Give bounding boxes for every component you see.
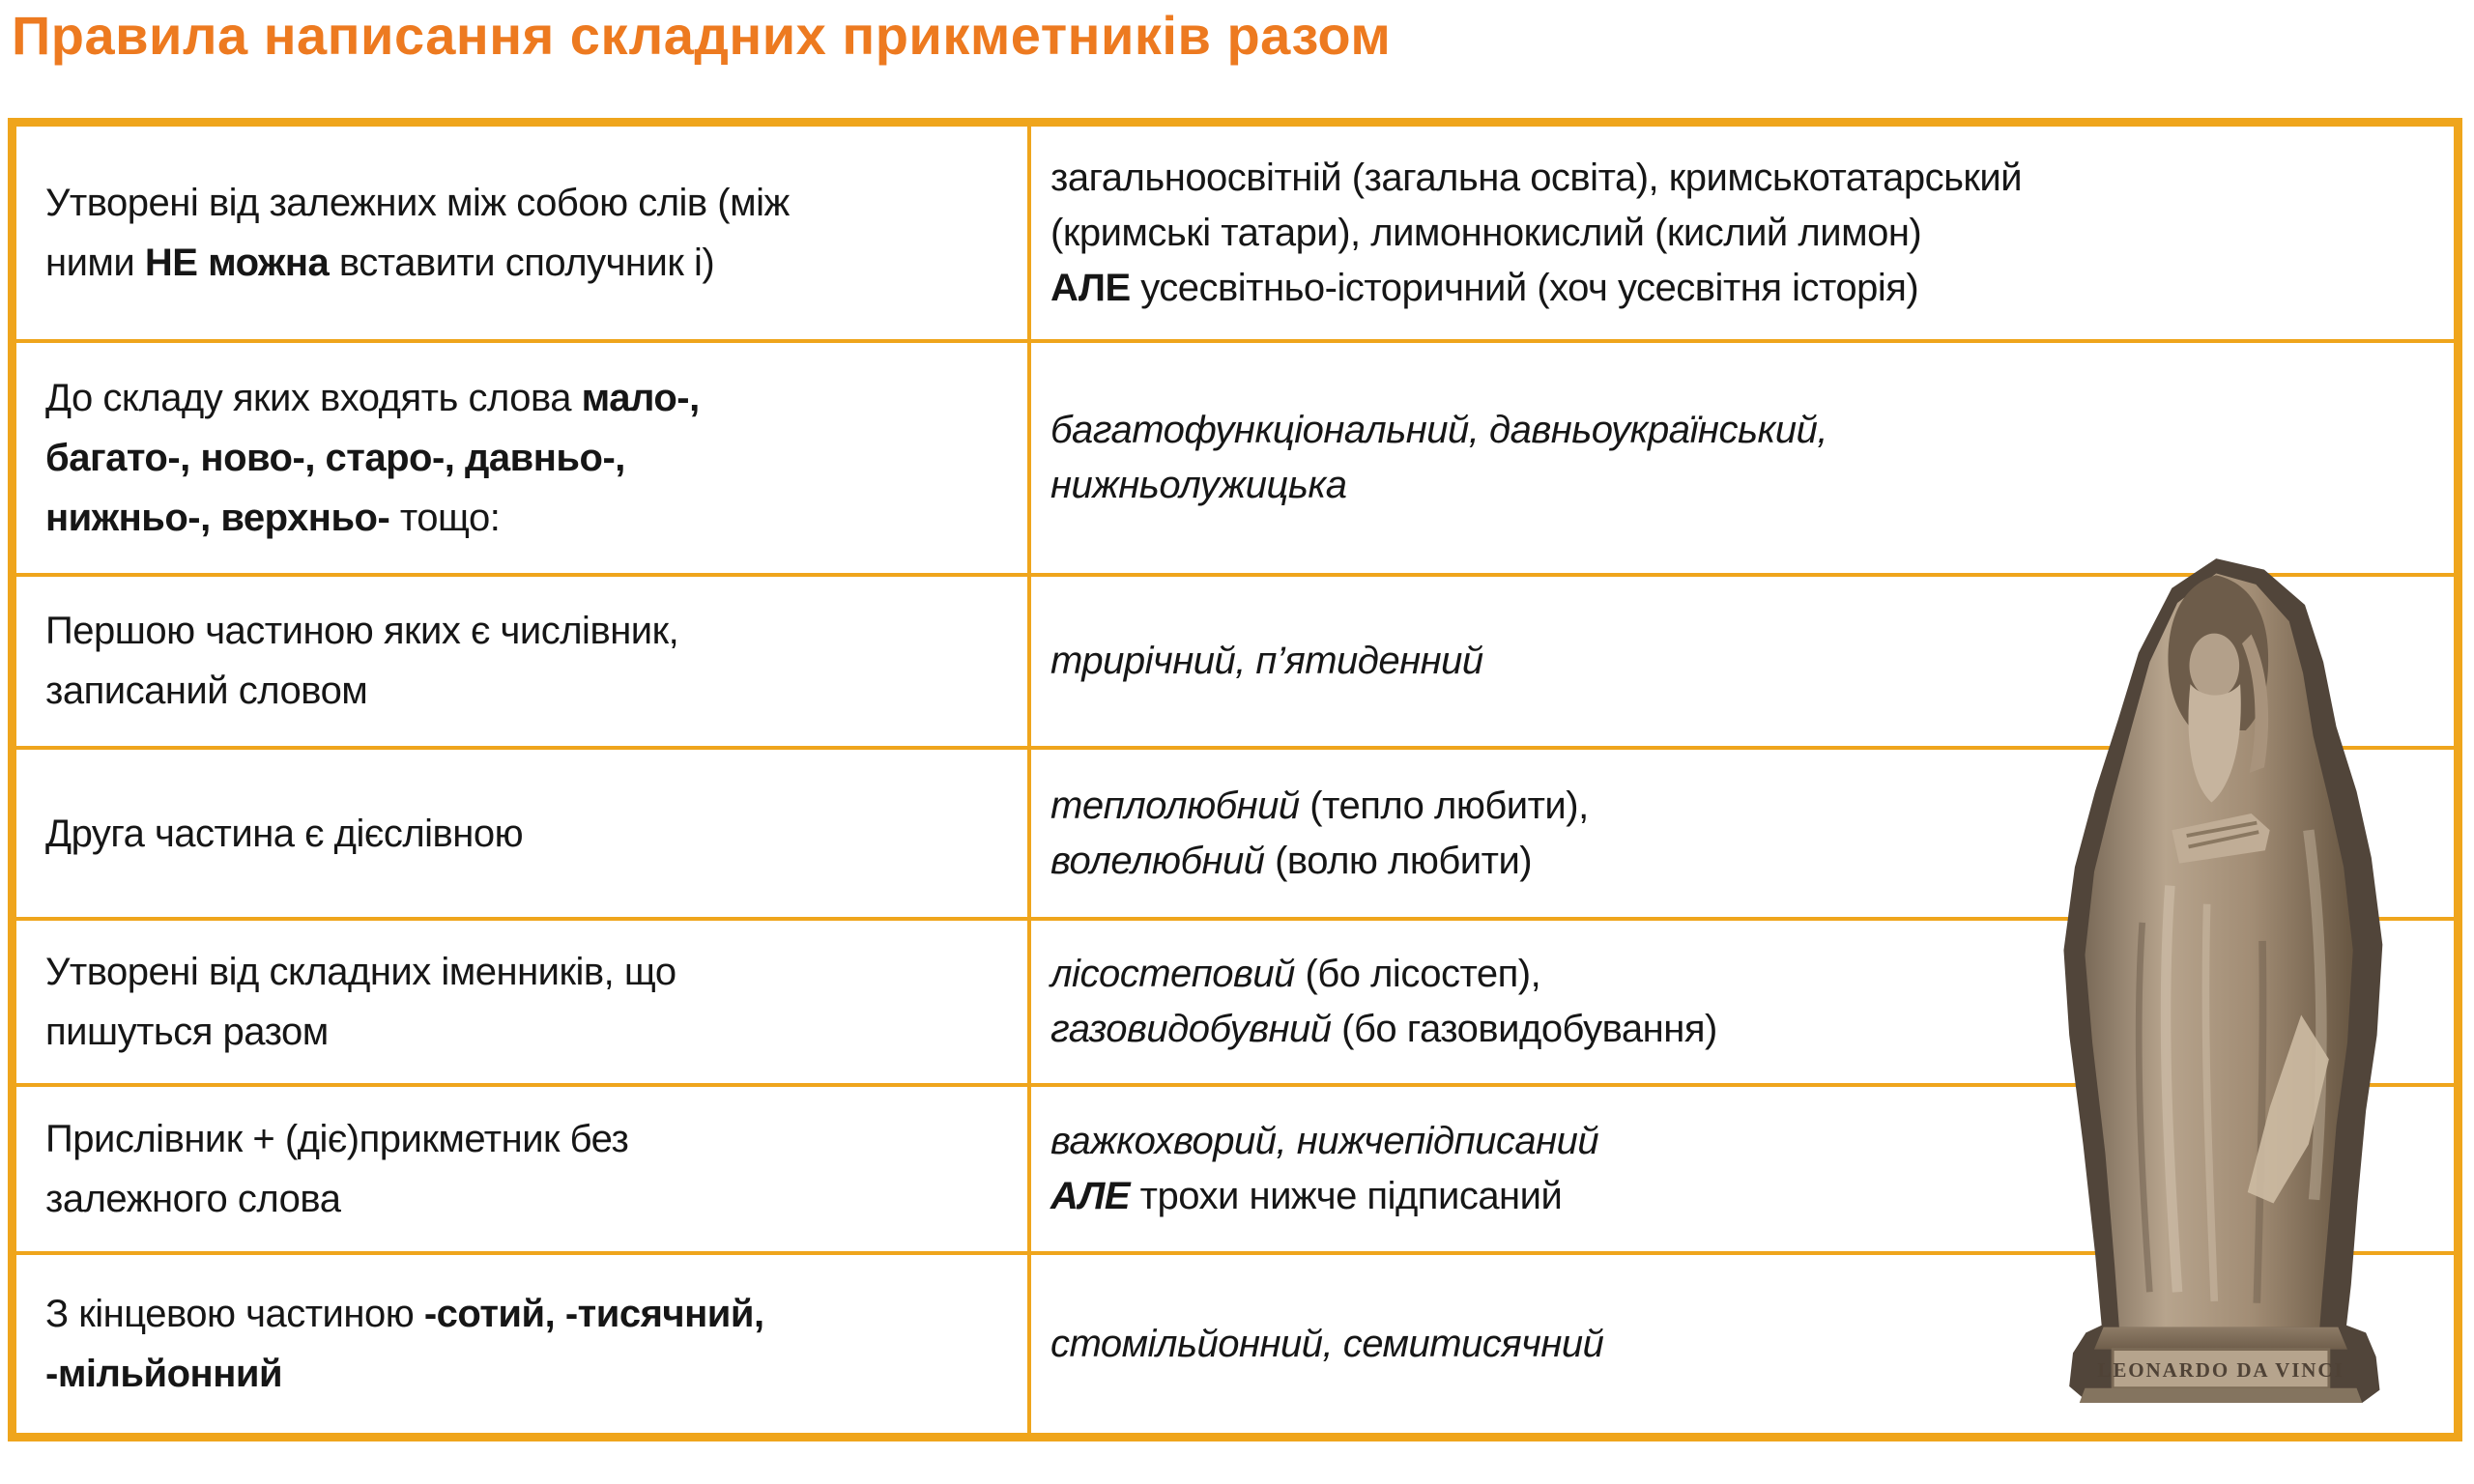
text-line: [45, 1284, 1004, 1344]
statue-caption: LEONARDO DA VINCI: [2097, 1358, 2345, 1383]
text-line: [45, 368, 1004, 428]
text-segment: трирічний, п’ятиденний: [1050, 639, 1483, 682]
text-segment: записаний словом: [45, 670, 368, 713]
text-segment: НЕ можна: [144, 242, 330, 285]
text-segment: (бо лісостеп),: [1294, 952, 1541, 995]
text-line: [45, 1344, 1004, 1404]
statue-plinth-top: [2094, 1327, 2347, 1350]
text-segment: теплолюбний: [1050, 784, 1300, 827]
rule-cell: [16, 339, 1031, 572]
text-segment: З кінцевою частиною: [45, 1293, 424, 1336]
text-line: [45, 1002, 1004, 1062]
text-line: [1050, 261, 2431, 316]
text-segment: Прислівник + (діє)прикметник без: [45, 1118, 629, 1161]
text-line: [45, 942, 1004, 1002]
text-segment: важкохворий, нижчепідписаний: [1050, 1120, 1599, 1163]
text-line: [45, 428, 1004, 488]
text-line: [45, 173, 1004, 233]
text-segment: (бо газовидобування): [1331, 1007, 1717, 1050]
text-segment: нижньо-, верхньо-: [45, 496, 390, 539]
text-segment: Друга частина є дієслівною: [45, 812, 524, 855]
text-segment: багатофункціональний, давньоукраїнський,: [1050, 408, 1827, 451]
text-segment: (кримські татари), лимоннокислий (кислий лимон): [1050, 211, 1922, 254]
text-line: [45, 1109, 1004, 1169]
rule-cell: [16, 127, 1031, 339]
text-segment: ними: [45, 242, 145, 285]
text-line: [1050, 206, 2431, 261]
text-line: [45, 601, 1004, 661]
text-segment: вставити сполучник і): [329, 242, 715, 285]
text-segment: стомільйонний, семитисячний: [1050, 1322, 1604, 1365]
text-segment: -сотий, -тисячний,: [423, 1293, 764, 1336]
text-line: [1050, 151, 2431, 206]
text-line: [1050, 458, 2431, 513]
text-segment: трохи нижче підписаний: [1130, 1175, 1563, 1218]
statue-plinth-bottom: [2080, 1388, 2363, 1403]
text-line: [45, 804, 1004, 864]
rule-cell: [16, 917, 1031, 1083]
text-line: [45, 1169, 1004, 1229]
text-line: [45, 661, 1004, 721]
examples-cell: [1031, 127, 2454, 339]
rule-cell: [16, 746, 1031, 917]
text-segment: Першою частиною яких є числівник,: [45, 610, 679, 653]
rule-cell: [16, 1083, 1031, 1252]
text-segment: мало-,: [581, 376, 700, 419]
text-segment: волелюбний: [1050, 839, 1265, 882]
text-segment: усесвітньо-історичний (хоч усесвітня історія): [1130, 266, 1919, 309]
page-title: Правила написання складних прикметників разом: [12, 5, 1392, 66]
text-line: [1050, 403, 2431, 458]
text-segment: АЛЕ: [1050, 266, 1131, 309]
text-segment: газовидобувний: [1050, 1007, 1332, 1050]
text-line: [45, 233, 1004, 293]
text-line: [45, 488, 1004, 548]
text-segment: залежного слова: [45, 1178, 341, 1221]
text-segment: пишуться разом: [45, 1010, 329, 1053]
rule-cell: [16, 573, 1031, 747]
rule-cell: [16, 1251, 1031, 1433]
text-segment: лісостеповий: [1050, 952, 1295, 995]
text-segment: тощо:: [389, 496, 501, 539]
text-segment: (тепло любити),: [1299, 784, 1589, 827]
statue-face: [2189, 634, 2239, 699]
text-segment: Утворені від залежних між собою слів (між: [45, 182, 790, 225]
text-segment: загальноосвітній (загальна освіта), кримськотатарський: [1050, 156, 2023, 199]
text-segment: (волю любити): [1264, 839, 1533, 882]
text-segment: Утворені від складних іменників, що: [45, 950, 676, 993]
text-segment: До складу яких входять слова: [45, 376, 582, 419]
text-segment: -мільйонний: [45, 1353, 283, 1396]
text-segment: багато-, ново-, старо-, давньо-,: [45, 436, 625, 479]
text-segment: нижньолужицька: [1050, 463, 1347, 506]
leonardo-statue-image: [2031, 535, 2410, 1430]
text-segment: АЛЕ: [1050, 1175, 1131, 1218]
